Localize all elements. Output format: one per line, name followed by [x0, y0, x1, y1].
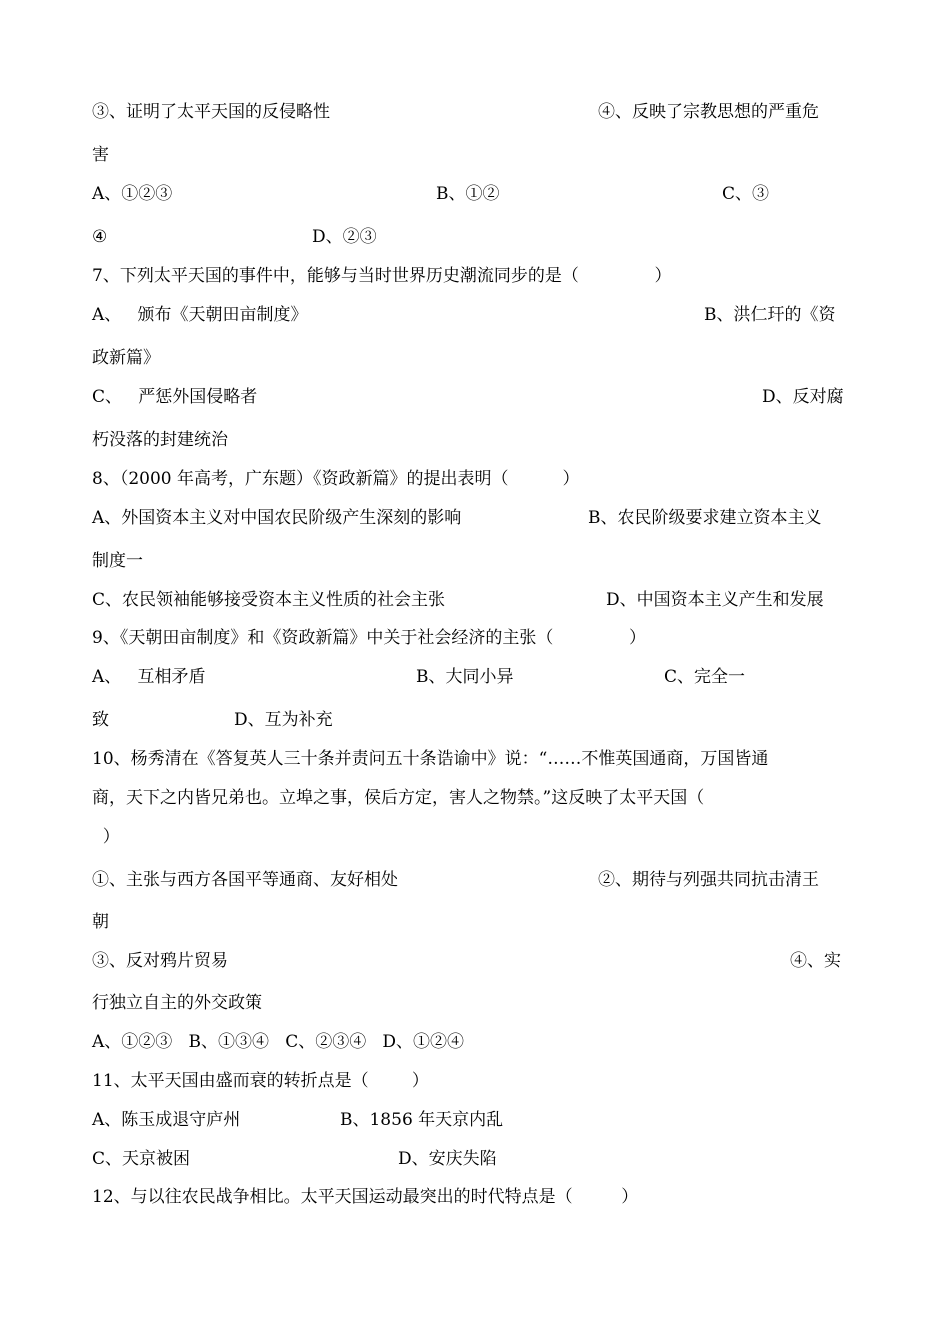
question-12: 12、与以往农民战争相比。太平天国运动最突出的时代特点是（ ）: [92, 1187, 639, 1207]
text-line: A、 互相矛盾: [92, 667, 206, 687]
text-line: B、1856 年天京内乱: [340, 1110, 504, 1130]
text-line: ③、证明了太平天国的反侵略性: [92, 102, 330, 122]
text-line: ①、主张与西方各国平等通商、友好相处: [92, 870, 398, 890]
text-line: 害: [92, 145, 109, 165]
text-line: 朽没落的封建统治: [92, 430, 228, 450]
text-line: B、①②: [436, 184, 500, 204]
text-line: A、①②③ B、①③④ C、②③④ D、①②④: [92, 1032, 465, 1052]
text-line: C、③: [722, 184, 770, 204]
question-7: 7、下列太平天国的事件中，能够与当时世界历史潮流同步的是（ ）: [92, 266, 672, 286]
text-line: B、大同小异: [416, 667, 514, 687]
question-8: 8、（2000 年高考，广东题）《资政新篇》的提出表明（ ）: [92, 469, 580, 489]
text-line: 行独立自主的外交政策: [92, 993, 262, 1013]
text-line: ④、实: [790, 951, 841, 971]
text-line: B、洪仁玕的《资: [704, 305, 836, 325]
text-line: 致: [92, 710, 109, 730]
question-10: 10、杨秀清在《答复英人三十条并责问五十条诰谕中》说：“……不惟英国通商，万国皆通: [92, 749, 769, 769]
text-line: 政新篇》: [92, 348, 160, 368]
question-11: 11、太平天国由盛而衰的转折点是（ ）: [92, 1071, 429, 1091]
text-line: 商，天下之内皆兄弟也。立埠之事，侯后方定，害人之物禁。”这反映了太平天国（: [92, 788, 705, 808]
text-line: A、陈玉成退守庐州: [92, 1110, 241, 1130]
text-line: B、农民阶级要求建立资本主义: [588, 508, 822, 528]
text-line: D、安庆失陷: [398, 1149, 497, 1169]
text-line: A、 颁布《天朝田亩制度》: [92, 305, 308, 325]
text-line: A、①②③: [92, 184, 173, 204]
question-9: 9、《天朝田亩制度》和《资政新篇》中关于社会经济的主张（ ）: [92, 628, 646, 648]
text-line: ）: [92, 827, 120, 847]
text-line: C、农民领袖能够接受资本主义性质的社会主张: [92, 590, 446, 610]
text-line: C、完全一: [664, 667, 746, 687]
text-line: A、外国资本主义对中国农民阶级产生深刻的影响: [92, 508, 462, 528]
text-line: 朝: [92, 912, 109, 932]
text-line: ②、期待与列强共同抗击清王: [598, 870, 819, 890]
text-line: 制度一: [92, 551, 143, 571]
text-line: ④: [92, 227, 108, 247]
text-line: D、反对腐: [762, 387, 844, 407]
text-line: D、互为补充: [234, 710, 333, 730]
text-line: C、天京被困: [92, 1149, 191, 1169]
text-line: D、②③: [312, 227, 377, 247]
text-line: ③、反对鸦片贸易: [92, 951, 228, 971]
text-line: ④、反映了宗教思想的严重危: [598, 102, 819, 122]
text-line: C、 严惩外国侵略者: [92, 387, 258, 407]
text-line: D、中国资本主义产生和发展: [606, 590, 824, 610]
